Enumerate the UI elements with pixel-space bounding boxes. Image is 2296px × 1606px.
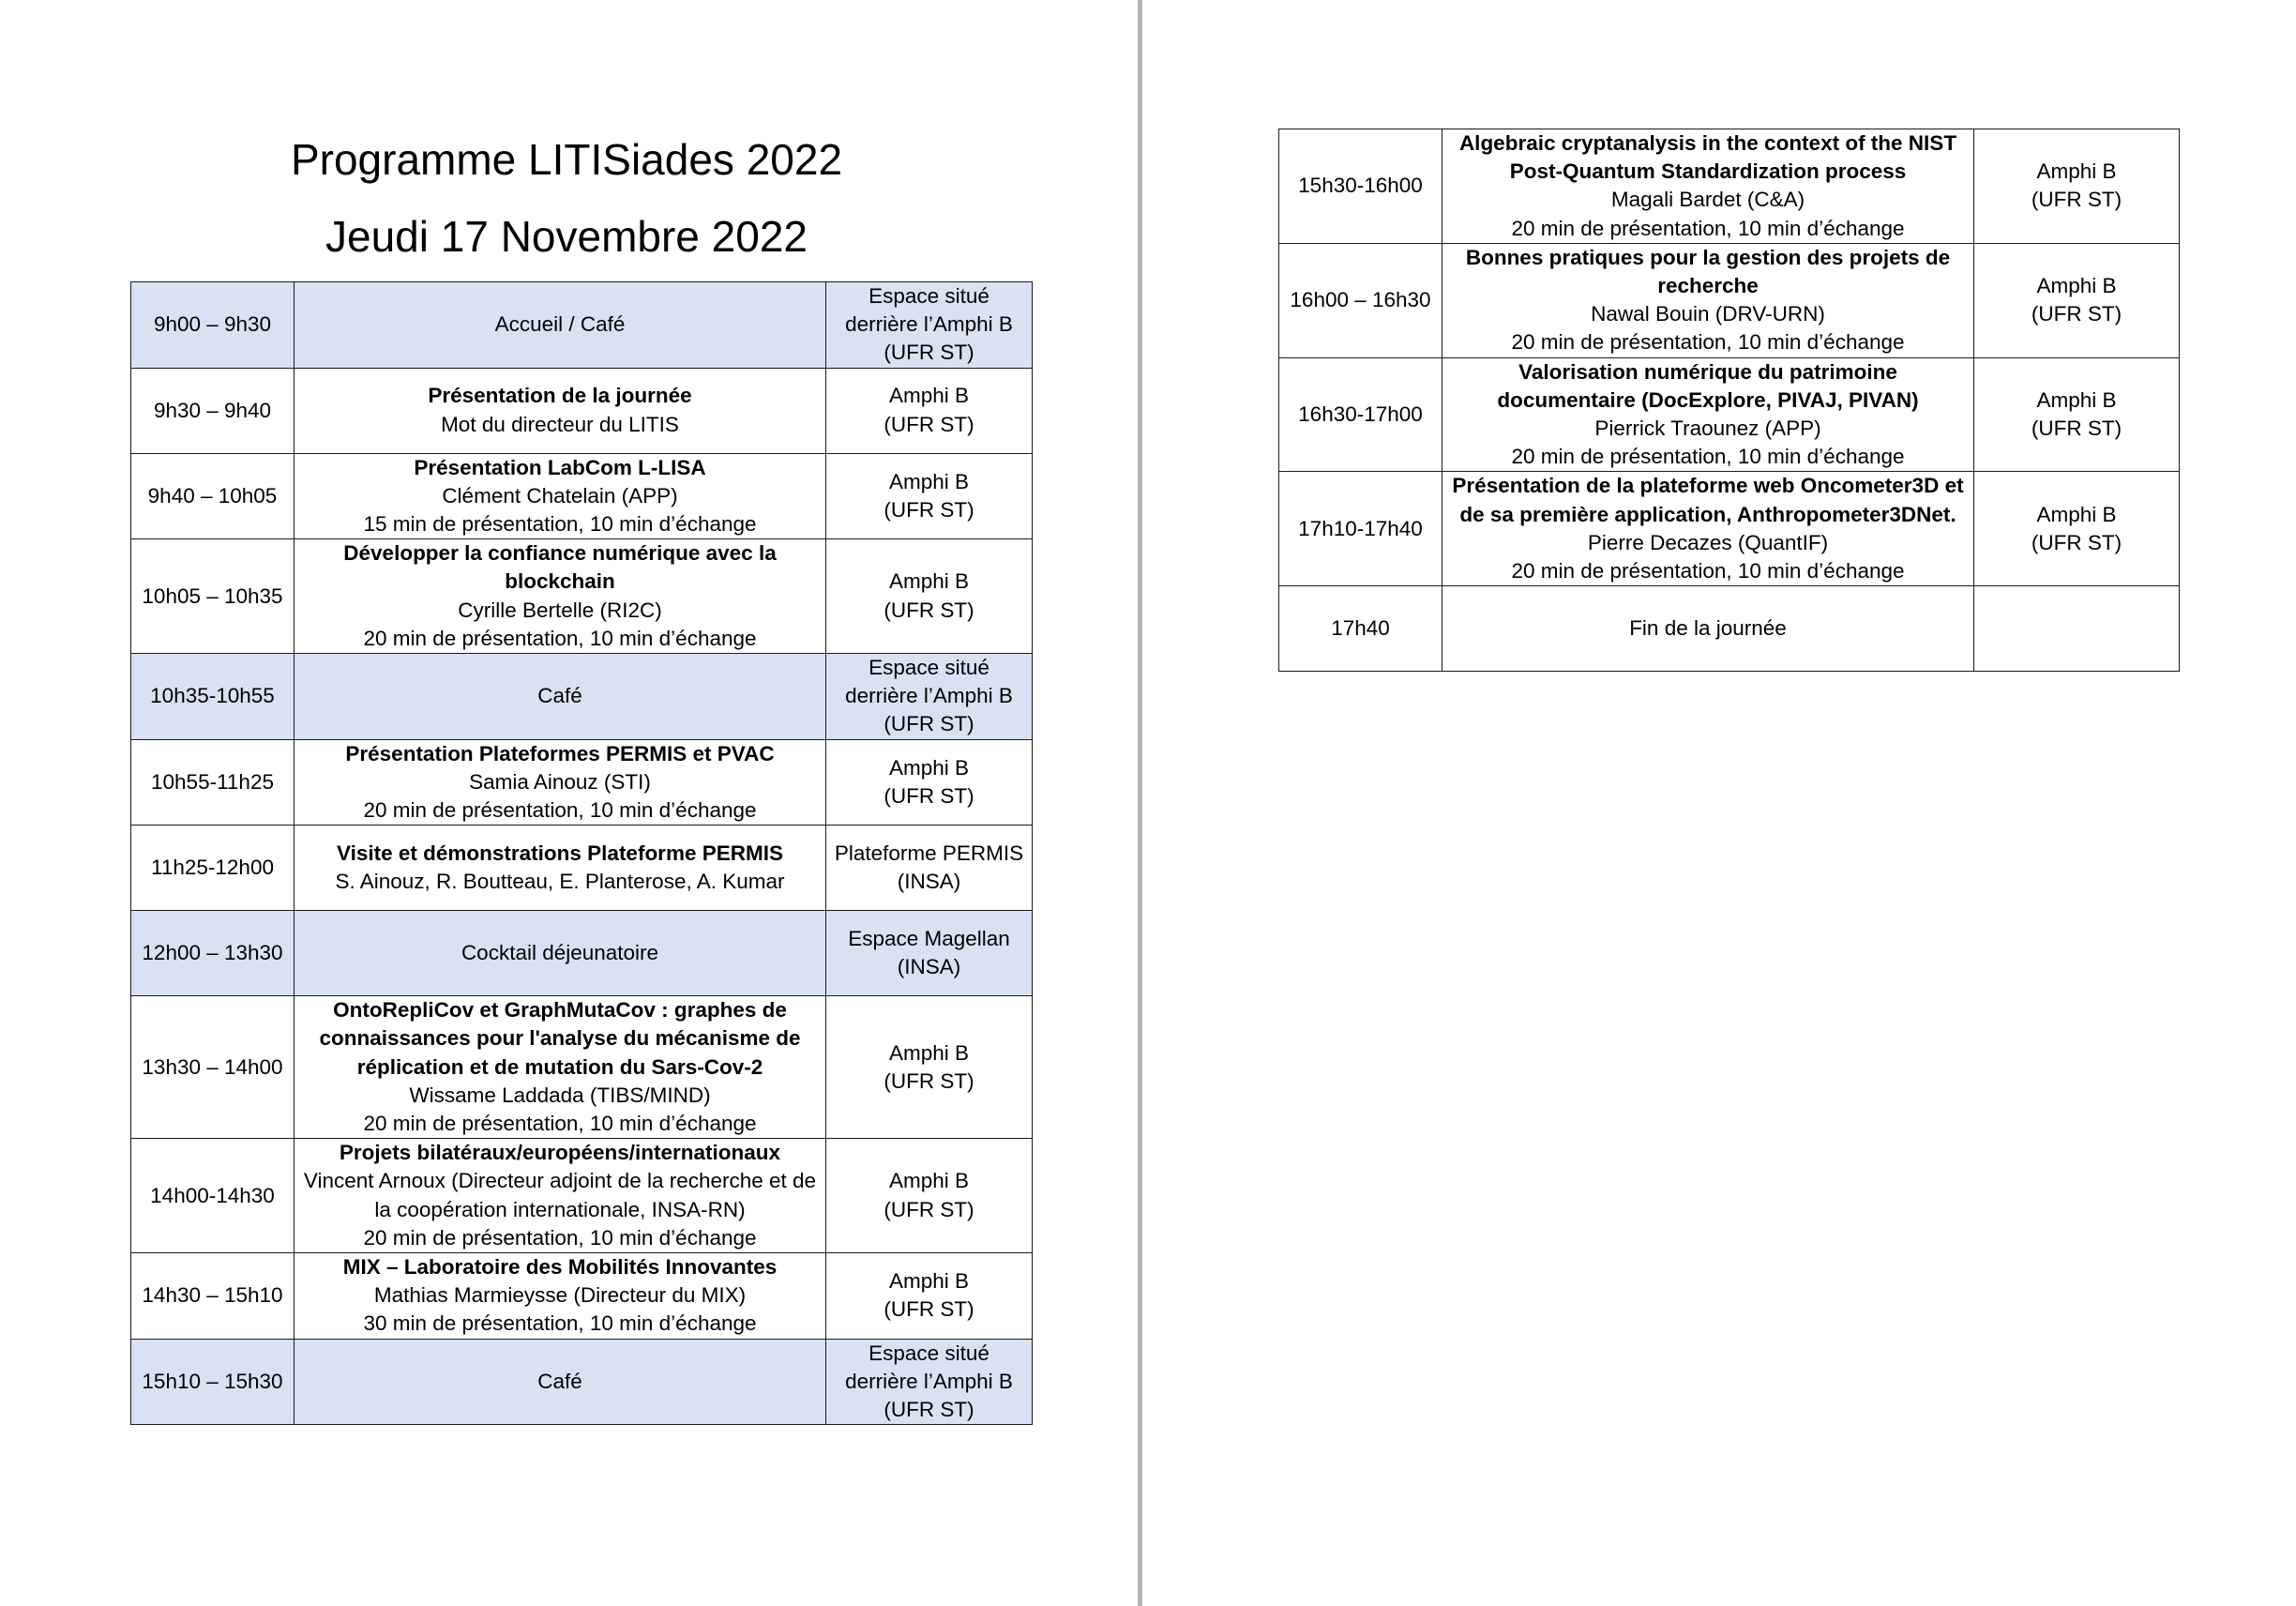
time-cell: 9h00 – 9h30 [131,282,295,369]
session-title: Bonnes pratiques pour la gestion des projets de recherche [1465,245,1951,298]
session-title: MIX – Laboratoire des Mobilités Innovantes [342,1255,778,1280]
session-cell [295,282,826,369]
location-cell [826,654,1033,740]
session-line: 20 min de présentation, 10 min d’échange [1511,330,1905,355]
location-cell [826,1139,1033,1253]
location-cell [1974,129,2180,244]
session-line: Mot du directeur du LITIS [441,412,679,436]
session-line: 20 min de présentation, 10 min d’échange [363,1225,757,1250]
time-cell: 14h00-14h30 [131,1139,295,1253]
session-line: 30 min de présentation, 10 min d’échange [363,1311,757,1336]
location-line: Amphi B [888,1269,970,1294]
session-line: 20 min de présentation, 10 min d’échange [363,626,757,650]
session-title: Valorisation numérique du patrimoine documentaire (DocExplore, PIVAJ, PIVAN) [1497,359,1919,412]
session-line: Vincent Arnoux (Directeur adjoint de la recherche et de la coopération internationale, INSA-RN) [303,1169,817,1221]
location-line: (UFR ST) [884,1197,974,1221]
session-line: Pierre Decazes (QuantIF) [1587,530,1829,554]
session-line: 20 min de présentation, 10 min d’échange [1511,559,1905,583]
session-line: Samia Ainouz (STI) [469,769,651,794]
session-cell [295,654,826,740]
time-cell: 15h10 – 15h30 [131,1339,295,1425]
location-line: (UFR ST) [884,1068,974,1093]
location-line: (UFR ST) [884,1297,974,1322]
location-cell [826,539,1033,654]
table-row [1279,243,2180,357]
location-line: Espace situé [869,1341,989,1365]
session-cell [295,1339,826,1425]
location-line: (UFR ST) [884,412,974,436]
time-cell: 17h10-17h40 [1279,472,1443,586]
session-line: Pierrick Traounez (APP) [1594,417,1821,441]
location-line: (UFR ST) [2031,417,2122,441]
session-line: Café [537,684,582,708]
session-cell [295,453,826,539]
location-line: Amphi B [888,469,970,493]
location-cell [1974,472,2180,586]
table-row [131,654,1033,740]
table-row [131,282,1033,369]
table-row [131,911,1033,996]
session-cell [295,739,826,826]
location-line: Amphi B [2036,274,2117,298]
table-row [131,1253,1033,1340]
session-cell [1443,472,1974,586]
location-cell [826,1339,1033,1425]
location-cell [826,368,1033,453]
session-title: Présentation Plateformes PERMIS et PVAC [345,741,775,765]
location-line: derrière l’Amphi B [845,312,1013,337]
table-row [131,539,1033,654]
table-row [131,368,1033,453]
location-cell [826,996,1033,1139]
location-line: Amphi B [888,1040,970,1065]
table-row [131,739,1033,826]
session-line: Clément Chatelain (APP) [442,483,678,508]
time-cell: 9h30 – 9h40 [131,368,295,453]
time-cell: 12h00 – 13h30 [131,911,295,996]
table-row [1279,357,2180,472]
table-row [131,826,1033,911]
location-line: Amphi B [888,569,970,594]
location-line: Amphi B [2036,387,2117,412]
location-line: derrière l’Amphi B [845,1369,1013,1393]
session-line: Café [537,1369,582,1393]
session-cell [1443,243,1974,357]
session-title: Présentation de la plateforme web Oncometer3D et de sa première application, Anthropometer3DNet. [1452,474,1964,526]
location-line: Espace situé [869,656,989,680]
location-line: (UFR ST) [2031,302,2122,326]
session-line: Fin de la journée [1629,616,1787,641]
time-cell: 14h30 – 15h10 [131,1253,295,1340]
session-cell [295,826,826,911]
time-cell: 10h05 – 10h35 [131,539,295,654]
location-cell [826,826,1033,911]
time-cell: 10h55-11h25 [131,739,295,826]
table-row [131,453,1033,539]
session-line: 20 min de présentation, 10 min d’échange [363,1112,757,1136]
session-line: Nawal Bouin (DRV-URN) [1591,302,1825,326]
session-cell [295,996,826,1139]
table-row [1279,129,2180,244]
session-title: Algebraic cryptanalysis in the context of the NIST Post-Quantum Standardization process [1458,131,1957,184]
location-cell [826,282,1033,369]
time-cell: 13h30 – 14h00 [131,996,295,1139]
table-row [1279,586,2180,672]
page-subtitle: Jeudi 17 Novembre 2022 [325,212,808,261]
session-line: Accueil / Café [494,312,626,337]
location-line: (UFR ST) [2031,188,2122,212]
location-line: Plateforme PERMIS [834,841,1024,866]
session-cell [295,1253,826,1340]
table-row [131,996,1033,1139]
location-line: (UFR ST) [2031,530,2122,554]
session-line: Wissame Laddada (TIBS/MIND) [409,1083,711,1107]
location-cell [1974,243,2180,357]
time-cell: 10h35-10h55 [131,654,295,740]
session-line: Cyrille Bertelle (RI2C) [458,598,662,622]
session-cell [1443,129,1974,244]
location-line: derrière l’Amphi B [845,684,1013,708]
session-cell [295,1139,826,1253]
session-line: Mathias Marmieysse (Directeur du MIX) [373,1283,747,1308]
location-line: (UFR ST) [884,598,974,622]
location-line: Espace situé [869,284,989,308]
session-cell [295,539,826,654]
session-title: Présentation de la journée [428,384,692,408]
session-title: OntoRepliCov et GraphMutaCov : graphes de connaissances pour l'analyse du mécanisme de réplication et de mutation du Sars-Cov-2 [319,998,801,1079]
session-title: Visite et démonstrations Plateforme PERMIS [337,841,783,866]
table-row [1279,472,2180,586]
location-line: (UFR ST) [884,783,974,808]
session-title: Présentation LabCom L-LISA [414,455,706,479]
location-line: Amphi B [888,1169,970,1193]
location-line: (INSA) [897,955,961,979]
schedule-table-right [1278,129,2180,672]
time-cell: 16h00 – 16h30 [1279,243,1443,357]
location-line: Amphi B [888,755,970,780]
page-title: Programme LITISiades 2022 [290,135,843,184]
session-cell [295,368,826,453]
location-cell [826,1253,1033,1340]
session-line: S. Ainouz, R. Boutteau, E. Planterose, A. Kumar [335,870,785,894]
location-line: (UFR ST) [884,497,974,522]
table-row [131,1139,1033,1253]
location-cell [826,911,1033,996]
session-line: 15 min de présentation, 10 min d’échange [363,512,757,537]
document-page-left [0,0,1138,1606]
location-cell [1974,357,2180,472]
schedule-table-left [130,281,1033,1425]
location-cell [826,739,1033,826]
time-cell: 17h40 [1279,586,1443,672]
location-line: Amphi B [2036,502,2117,526]
session-cell [1443,586,1974,672]
session-line: Cocktail déjeunatoire [461,941,659,965]
location-line: (UFR ST) [884,1398,974,1422]
location-line: (UFR ST) [884,341,974,365]
session-line: Magali Bardet (C&A) [1610,188,1805,212]
time-cell: 15h30-16h00 [1279,129,1443,244]
table-row [131,1339,1033,1425]
location-line: Amphi B [888,384,970,408]
session-cell [1443,357,1974,472]
session-title: Projets bilatéraux/européens/internationaux [339,1141,781,1165]
session-line: 20 min de présentation, 10 min d’échange [363,798,757,823]
session-cell [295,911,826,996]
location-line: Amphi B [2036,159,2117,184]
time-cell: 16h30-17h00 [1279,357,1443,472]
location-cell [826,453,1033,539]
session-line: 20 min de présentation, 10 min d’échange [1511,445,1905,469]
time-cell: 11h25-12h00 [131,826,295,911]
location-line: (UFR ST) [884,712,974,736]
time-cell: 9h40 – 10h05 [131,453,295,539]
session-line: 20 min de présentation, 10 min d’échange [1511,216,1905,240]
location-line: (INSA) [897,870,961,894]
location-cell [1974,586,2180,672]
location-line: Espace Magellan [848,927,1010,951]
session-title: Développer la confiance numérique avec la blockchain [343,541,777,594]
